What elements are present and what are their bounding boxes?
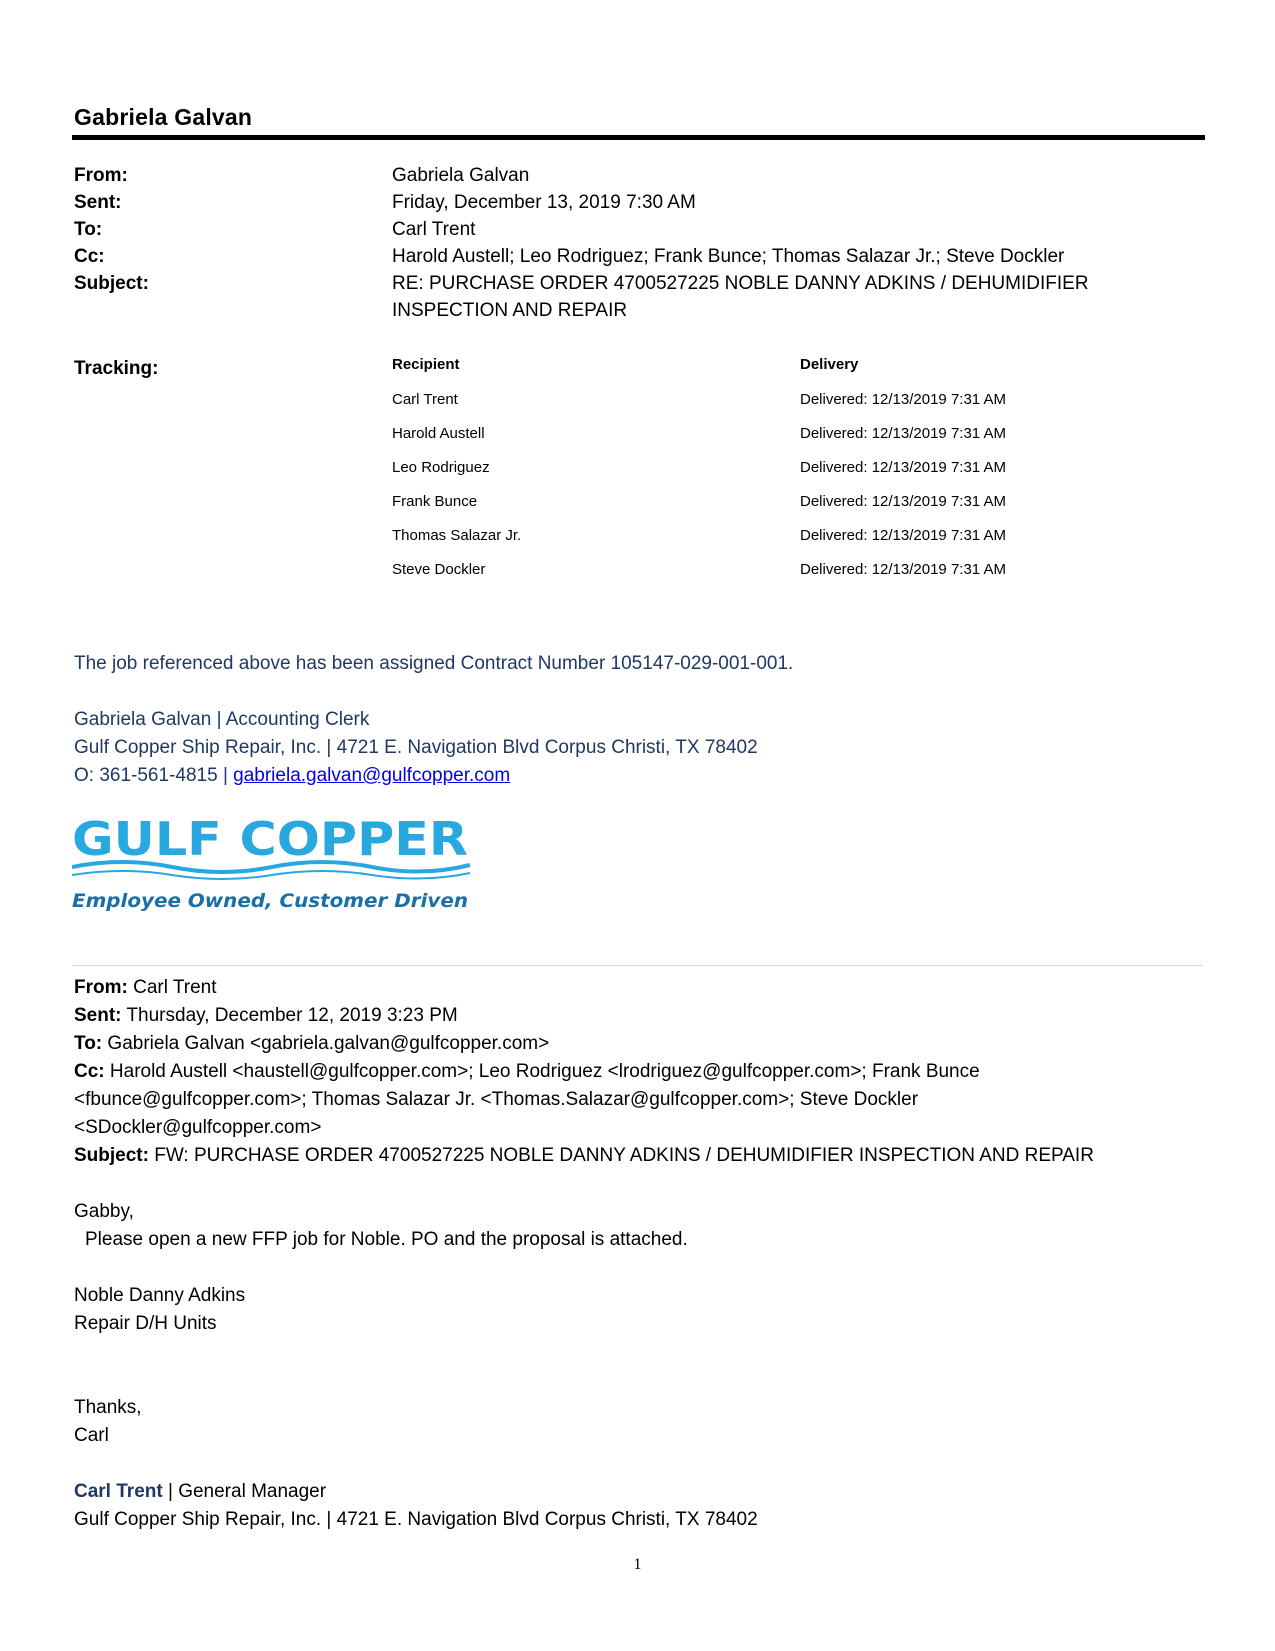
tracking-recipient: Harold Austell — [392, 425, 485, 442]
spacer — [74, 1170, 1204, 1198]
to-value: Carl Trent — [392, 219, 476, 240]
cc-value: Harold Austell; Leo Rodriguez; Frank Bunce; Thomas Salazar Jr.; Steve Dockler — [392, 246, 1065, 267]
fw-closing-1: Thanks, — [74, 1397, 142, 1418]
tracking-delivery: Delivered: 12/13/2019 7:31 AM — [800, 561, 1006, 578]
to-label: To: — [74, 219, 103, 240]
fw-subject-value: FW: PURCHASE ORDER 4700527225 NOBLE DANNY ADKINS / DEHUMIDIFIER INSPECTION AND REPAIR — [154, 1145, 1094, 1166]
fw-body-line-1: Please open a new FFP job for Noble. PO and the proposal is attached. — [85, 1229, 688, 1250]
fw-subject-label: Subject: — [74, 1145, 149, 1166]
fw-sent-line — [74, 1002, 1204, 1030]
fw-signature-company: Gulf Copper Ship Repair, Inc. | 4721 E. Navigation Blvd Corpus Christi, TX 78402 — [74, 1509, 758, 1530]
fw-sent-value: Thursday, December 12, 2019 3:23 PM — [126, 1005, 458, 1026]
fw-signature-title: | General Manager — [162, 1481, 327, 1502]
from-label: From: — [74, 165, 128, 186]
fw-to-line — [74, 1030, 1204, 1058]
tracking-recipient: Frank Bunce — [392, 493, 478, 510]
subject-line-1: RE: PURCHASE ORDER 4700527225 NOBLE DANNY ADKINS / DEHUMIDIFIER — [392, 273, 1089, 294]
signature-company: Gulf Copper Ship Repair, Inc. | 4721 E. Navigation Blvd Corpus Christi, TX 78402 — [74, 737, 758, 758]
from-value: Gabriela Galvan — [392, 165, 530, 186]
tracking-col-delivery: Delivery — [800, 356, 859, 373]
tracking-delivery: Delivered: 12/13/2019 7:31 AM — [800, 527, 1006, 544]
tracking-recipient: Carl Trent — [392, 391, 458, 408]
tracking-recipient: Thomas Salazar Jr. — [392, 527, 522, 544]
signature-email-link[interactable]: gabriela.galvan@gulfcopper.com — [233, 765, 511, 786]
document-title: Gabriela Galvan — [74, 104, 253, 130]
tracking-label: Tracking: — [74, 358, 159, 379]
forwarded-message — [74, 974, 1204, 1534]
fw-sent-label: Sent: — [74, 1005, 122, 1026]
spacer — [74, 1254, 1204, 1282]
title-divider — [72, 135, 1205, 140]
fw-closing-2: Carl — [74, 1425, 109, 1446]
logo-tagline: Employee Owned, Customer Driven — [72, 890, 468, 912]
fw-cc-value-1: Harold Austell <haustell@gulfcopper.com>; Leo Rodriguez <lrodriguez@gulfcopper.com>; Frank Bunce — [109, 1061, 980, 1082]
reply-message: The job referenced above has been assigned Contract Number 105147-029-001-001. — [74, 653, 794, 674]
tracking-delivery: Delivered: 12/13/2019 7:31 AM — [800, 425, 1006, 442]
fw-body-line-2: Noble Danny Adkins — [74, 1285, 246, 1306]
subject-line-2: INSPECTION AND REPAIR — [392, 300, 628, 321]
spacer — [74, 1338, 1204, 1394]
fw-body-line-3: Repair D/H Units — [74, 1313, 217, 1334]
fw-to-label: To: — [74, 1033, 103, 1054]
fw-cc-line — [74, 1058, 1204, 1086]
cc-label: Cc: — [74, 246, 105, 267]
fw-subject-line — [74, 1142, 1204, 1170]
subject-value — [392, 270, 1172, 324]
tracking-delivery: Delivered: 12/13/2019 7:31 AM — [800, 459, 1006, 476]
spacer — [74, 1450, 1204, 1478]
tracking-recipient: Leo Rodriguez — [392, 459, 490, 476]
fw-from-value: Carl Trent — [133, 977, 217, 998]
fw-greeting: Gabby, — [74, 1201, 134, 1222]
signature-name-title: Gabriela Galvan | Accounting Clerk — [74, 709, 370, 730]
sent-value: Friday, December 13, 2019 7:30 AM — [392, 192, 696, 213]
sent-label: Sent: — [74, 192, 122, 213]
tracking-recipient: Steve Dockler — [392, 561, 486, 578]
signature-phone: O: 361-561-4815 | — [74, 765, 234, 786]
tracking-delivery: Delivered: 12/13/2019 7:31 AM — [800, 391, 1006, 408]
fw-signature-line — [74, 1478, 1204, 1506]
fw-signature-name: Carl Trent — [74, 1481, 163, 1502]
subject-label: Subject: — [74, 273, 149, 294]
fw-to-value: Gabriela Galvan <gabriela.galvan@gulfcopper.com> — [107, 1033, 550, 1054]
fw-from-line — [74, 974, 1204, 1002]
fw-cc-label: Cc: — [74, 1061, 105, 1082]
signature-contact — [74, 762, 510, 790]
logo-wordmark: GULF COPPER — [72, 812, 468, 866]
fw-cc-line-3: <SDockler@gulfcopper.com> — [74, 1117, 322, 1138]
tracking-delivery: Delivered: 12/13/2019 7:31 AM — [800, 493, 1006, 510]
fw-from-label: From: — [74, 977, 128, 998]
fw-cc-line-2: <fbunce@gulfcopper.com>; Thomas Salazar Jr. <Thomas.Salazar@gulfcopper.com>; Steve Dockler — [74, 1089, 919, 1110]
tracking-col-recipient: Recipient — [392, 356, 460, 373]
message-separator — [72, 965, 1203, 966]
page-number: 1 — [633, 1556, 642, 1573]
gulf-copper-logo — [72, 807, 472, 915]
